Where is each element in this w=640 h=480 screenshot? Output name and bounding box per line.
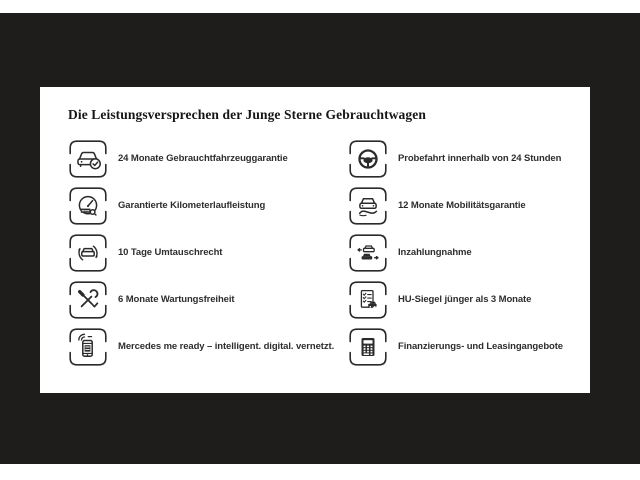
benefit-label: 10 Tage Umtauschrecht bbox=[118, 247, 223, 259]
car-check-icon bbox=[68, 139, 108, 179]
page-title: Die Leistungsversprechen der Junge Sterne Gebrauchtwagen bbox=[68, 107, 426, 122]
benefits-card bbox=[40, 87, 590, 393]
benefit-label: HU-Siegel jünger als 3 Monate bbox=[398, 294, 532, 306]
car-trade-in-icon bbox=[348, 233, 388, 273]
benefits-grid bbox=[68, 139, 562, 367]
benefit-label: Garantierte Kilometerlaufleistung bbox=[118, 200, 266, 212]
benefit-label: 24 Monate Gebrauchtfahrzeuggarantie bbox=[118, 153, 288, 165]
connected-smartphone-icon bbox=[68, 327, 108, 367]
benefit-item-mobility-warranty bbox=[348, 186, 563, 226]
benefit-item-mercedes-me-ready bbox=[68, 327, 348, 367]
benefit-label: 12 Monate Mobilitätsgarantie bbox=[398, 200, 526, 212]
crossed-tools-icon bbox=[68, 280, 108, 320]
calculator-icon bbox=[348, 327, 388, 367]
car-exchange-icon bbox=[68, 233, 108, 273]
steering-wheel-icon bbox=[348, 139, 388, 179]
benefit-item-guaranteed-mileage bbox=[68, 186, 348, 226]
benefit-item-maintenance-free bbox=[68, 280, 348, 320]
benefit-item-financing-offers bbox=[348, 327, 563, 367]
benefit-item-hu-seal bbox=[348, 280, 563, 320]
car-hand-icon bbox=[348, 186, 388, 226]
inspection-document-icon bbox=[348, 280, 388, 320]
benefit-item-test-drive bbox=[348, 139, 563, 179]
benefit-label: 6 Monate Wartungsfreiheit bbox=[118, 294, 235, 306]
benefit-item-exchange-right bbox=[68, 233, 348, 273]
speedometer-icon bbox=[68, 186, 108, 226]
benefit-label: Probefahrt innerhalb von 24 Stunden bbox=[398, 153, 562, 165]
benefit-item-used-car-warranty bbox=[68, 139, 348, 179]
benefit-label: Finanzierungs- und Leasingangebote bbox=[398, 341, 563, 353]
benefit-item-trade-in bbox=[348, 233, 563, 273]
benefit-label: Inzahlungnahme bbox=[398, 247, 472, 259]
benefit-label: Mercedes me ready – intelligent. digital. vernetzt. bbox=[118, 341, 335, 353]
